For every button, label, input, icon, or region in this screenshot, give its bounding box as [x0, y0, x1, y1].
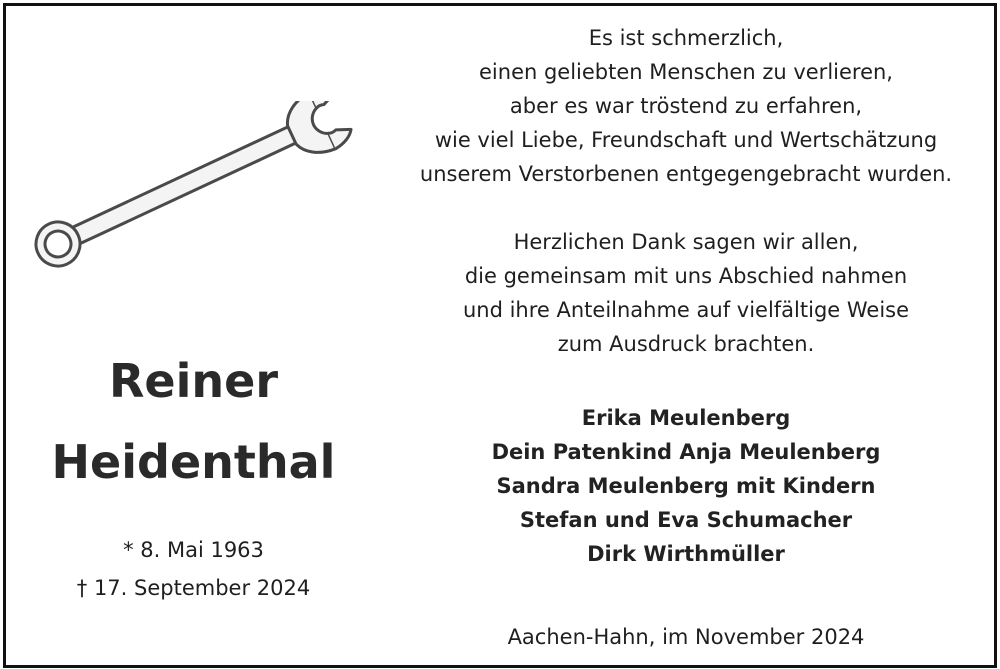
- paragraph-line: einen geliebten Menschen zu verlieren,: [479, 60, 893, 84]
- mourner-name: Dein Patenkind Anja Meulenberg: [491, 440, 881, 464]
- place-and-date: Aachen-Hahn, im November 2024: [507, 625, 865, 649]
- paragraph-line: unserem Verstorbenen entgegengebracht wurden.: [419, 162, 953, 186]
- mourner-name: Sandra Meulenberg mit Kindern: [496, 474, 876, 498]
- notice-frame: [3, 3, 997, 668]
- paragraph-line: und ihre Anteilnahme auf vielfältige Weise: [462, 298, 910, 322]
- right-column: [386, 6, 986, 665]
- mourner-name: Erika Meulenberg: [581, 406, 791, 430]
- paragraph-line: Herzlichen Dank sagen wir allen,: [513, 230, 859, 254]
- mourners-list: [386, 401, 986, 571]
- condolence-paragraph-1: [386, 21, 986, 191]
- wrench-icon: [28, 101, 358, 276]
- paragraph-line: Es ist schmerzlich,: [588, 26, 784, 50]
- deceased-last-name: Heidenthal: [51, 435, 336, 489]
- paragraph-line: zum Ausdruck brachten.: [557, 332, 815, 356]
- paragraph-line: wie viel Liebe, Freundschaft und Wertschätzung: [434, 128, 938, 152]
- mourner-name: Dirk Wirthmüller: [587, 542, 785, 566]
- paragraph-line: die gemeinsam mit uns Abschied nahmen: [464, 264, 908, 288]
- death-date: † 17. September 2024: [76, 576, 311, 600]
- deceased-first-name: Reiner: [108, 354, 279, 408]
- birth-date: * 8. Mai 1963: [123, 538, 264, 562]
- left-column: [6, 6, 391, 665]
- paragraph-line: aber es war tröstend zu erfahren,: [509, 94, 863, 118]
- thanks-paragraph: [386, 225, 986, 361]
- mourner-name: Stefan und Eva Schumacher: [519, 508, 853, 532]
